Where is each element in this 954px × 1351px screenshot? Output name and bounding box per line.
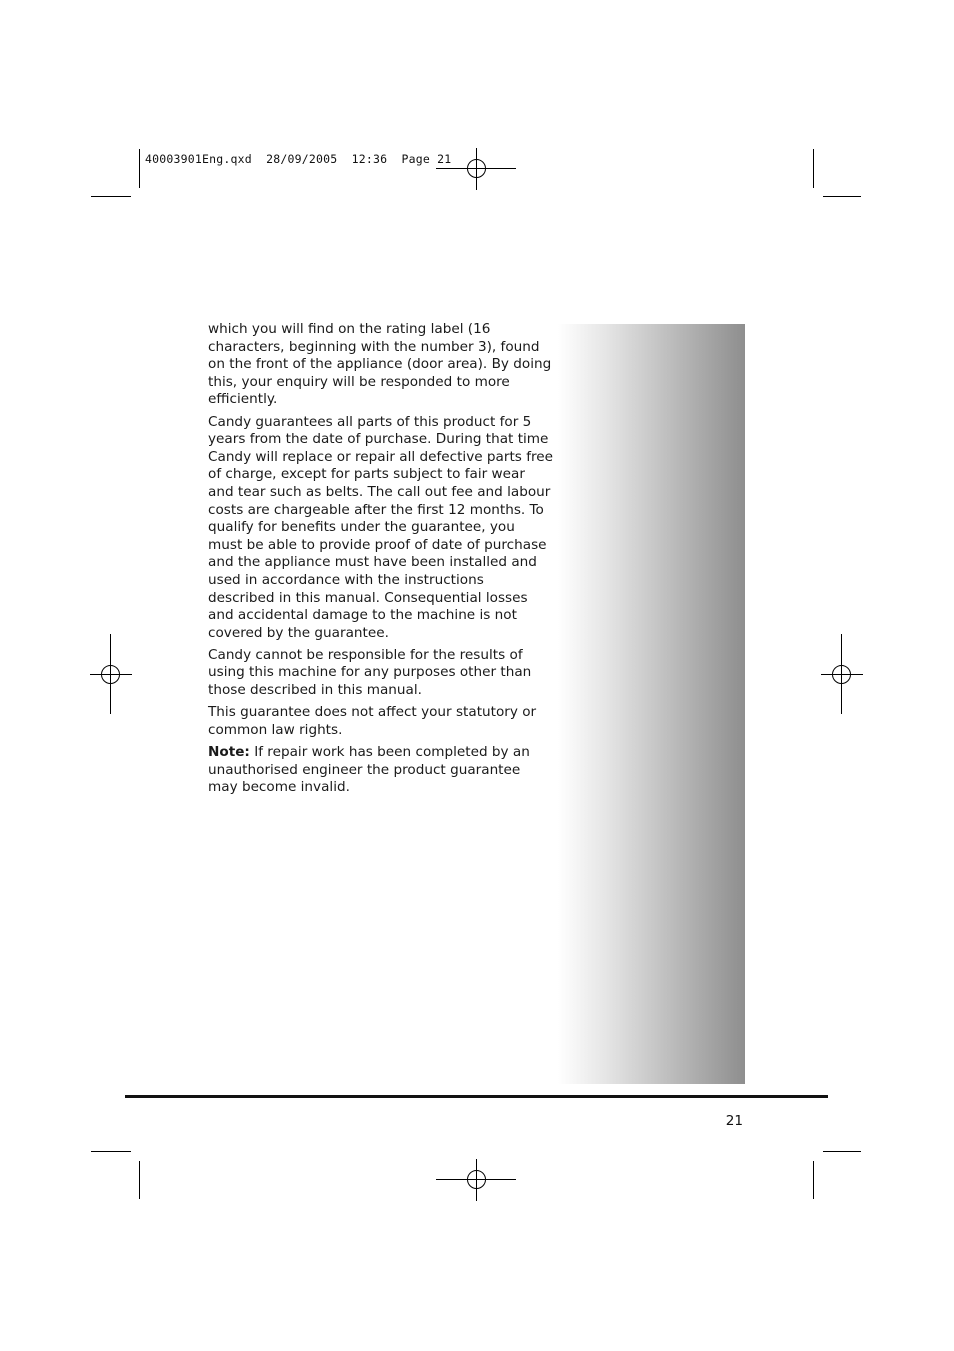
crop-mark — [823, 196, 861, 197]
paragraph-rating-label: which you will find on the rating label (16 characters, beginning with the number 3), found on the front of the appliance (door area). By doing this, your enquiry will be responded to more efficiently. — [208, 321, 552, 408]
footer-rule — [125, 1095, 828, 1098]
crop-mark — [91, 1151, 131, 1152]
crop-mark — [813, 149, 814, 188]
printer-slug: 40003901Eng.qxd 28/09/2005 12:36 Page 21 — [145, 152, 452, 166]
registration-mark-icon — [90, 634, 132, 714]
gradient-sidebar — [558, 324, 745, 1084]
paragraph-statutory-rights: This guarantee does not affect your statutory or common law rights. — [208, 704, 537, 738]
note-label: Note: — [208, 744, 250, 761]
crop-mark — [823, 1151, 861, 1152]
crop-mark — [813, 1161, 814, 1199]
guarantee-text — [208, 321, 553, 801]
crop-mark — [139, 149, 140, 188]
paragraph-note — [208, 744, 553, 797]
page-number: 21 — [725, 1113, 743, 1129]
registration-mark-icon — [436, 148, 516, 190]
registration-mark-icon — [436, 1159, 516, 1201]
registration-mark-icon — [821, 634, 863, 714]
crop-mark — [139, 1161, 140, 1199]
note-text: If repair work has been completed by an unauthorised engineer the product guarantee may become invalid. — [208, 744, 530, 796]
paragraph-guarantee-terms: Candy guarantees all parts of this product for 5 years from the date of purchase. During that time Candy will replace or repair all defective parts free of charge, except for parts subject to fair wear and tear such as belts. The call out fee and labour costs are chargeable after the first 12 months. To qualify for benefits under the guarantee, you must be able to provide proof of date of purchase and the appliance must have been installed and used in accordance with the instructions described in this manual. Consequential losses and accidental damage to the machine is not covered by the guarantee. — [208, 413, 554, 641]
paragraph-responsibility: Candy cannot be responsible for the results of using this machine for any purposes other than those described in this manual. — [208, 646, 532, 699]
crop-mark — [91, 196, 131, 197]
